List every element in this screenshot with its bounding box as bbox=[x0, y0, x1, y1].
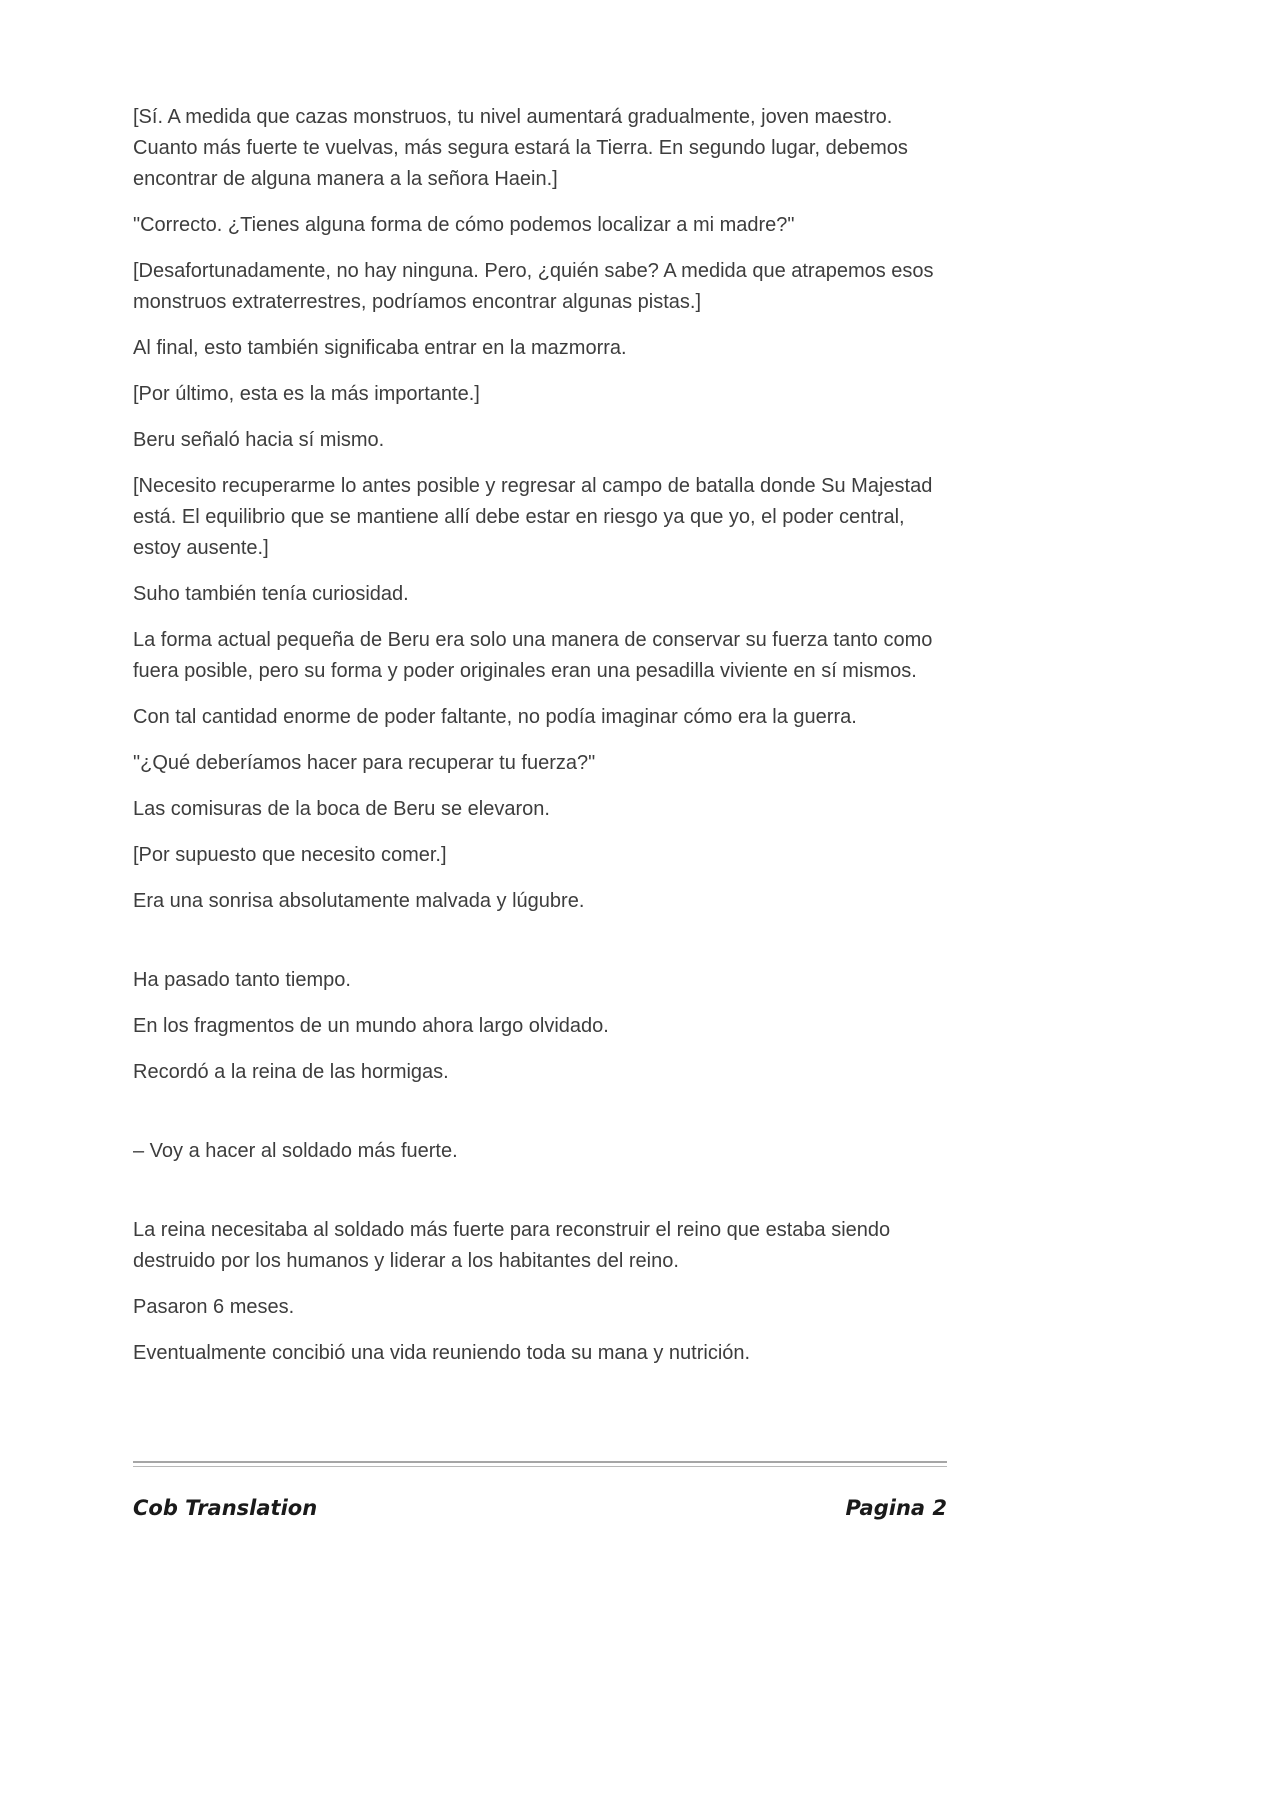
paragraph: [Por último, esta es la más importante.] bbox=[133, 383, 480, 405]
paragraph: "Correcto. ¿Tienes alguna forma de cómo podemos localizar a mi madre?" bbox=[133, 214, 795, 236]
footer-translator-credit: Cob Translation bbox=[133, 1496, 318, 1520]
footer-page-number: Pagina 2 bbox=[845, 1496, 947, 1520]
paragraph: Suho también tenía curiosidad. bbox=[133, 583, 409, 605]
paragraph: [Necesito recuperarme lo antes posible y regresar al campo de batalla donde Su Majestad está. El equilibrio que se mantiene allí debe estar en riesgo ya que yo, el poder central, estoy ausente.] bbox=[133, 475, 933, 559]
paragraph: Recordó a la reina de las hormigas. bbox=[133, 1061, 449, 1083]
paragraph: Eventualmente concibió una vida reuniendo toda su mana y nutrición. bbox=[133, 1342, 751, 1364]
paragraph: Las comisuras de la boca de Beru se elevaron. bbox=[133, 798, 550, 820]
paragraph: [Desafortunadamente, no hay ninguna. Pero, ¿quién sabe? A medida que atrapemos esos monstruos extraterrestres, podríamos encontrar algunas pistas.] bbox=[133, 260, 934, 313]
paragraph: Ha pasado tanto tiempo. bbox=[133, 969, 351, 991]
paragraph: Beru señaló hacia sí mismo. bbox=[133, 429, 385, 451]
paragraph: Era una sonrisa absolutamente malvada y lúgubre. bbox=[133, 890, 585, 912]
paragraph: La reina necesitaba al soldado más fuerte para reconstruir el reino que estaba siendo destruido por los humanos y liderar a los habitantes del reino. bbox=[133, 1219, 891, 1272]
paragraph: La forma actual pequeña de Beru era solo una manera de conservar su fuerza tanto como fuera posible, pero su forma y poder originales eran una pesadilla viviente en sí mismos. bbox=[133, 629, 933, 682]
document-content bbox=[133, 102, 951, 1384]
paragraph: En los fragmentos de un mundo ahora largo olvidado. bbox=[133, 1015, 609, 1037]
paragraph: – Voy a hacer al soldado más fuerte. bbox=[133, 1140, 458, 1162]
paragraph: Al final, esto también significaba entrar en la mazmorra. bbox=[133, 337, 627, 359]
paragraph: Pasaron 6 meses. bbox=[133, 1296, 295, 1318]
footer bbox=[133, 1496, 947, 1520]
paragraph: Con tal cantidad enorme de poder faltante, no podía imaginar cómo era la guerra. bbox=[133, 706, 857, 728]
paragraph: [Sí. A medida que cazas monstruos, tu nivel aumentará gradualmente, joven maestro. Cuanto más fuerte te vuelvas, más segura estará la Tierra. En segundo lugar, debemos encontrar de alguna manera a la señora Haein.] bbox=[133, 106, 908, 190]
footer-separator bbox=[133, 1461, 947, 1467]
paragraph: [Por supuesto que necesito comer.] bbox=[133, 844, 447, 866]
paragraph: "¿Qué deberíamos hacer para recuperar tu fuerza?" bbox=[133, 752, 596, 774]
